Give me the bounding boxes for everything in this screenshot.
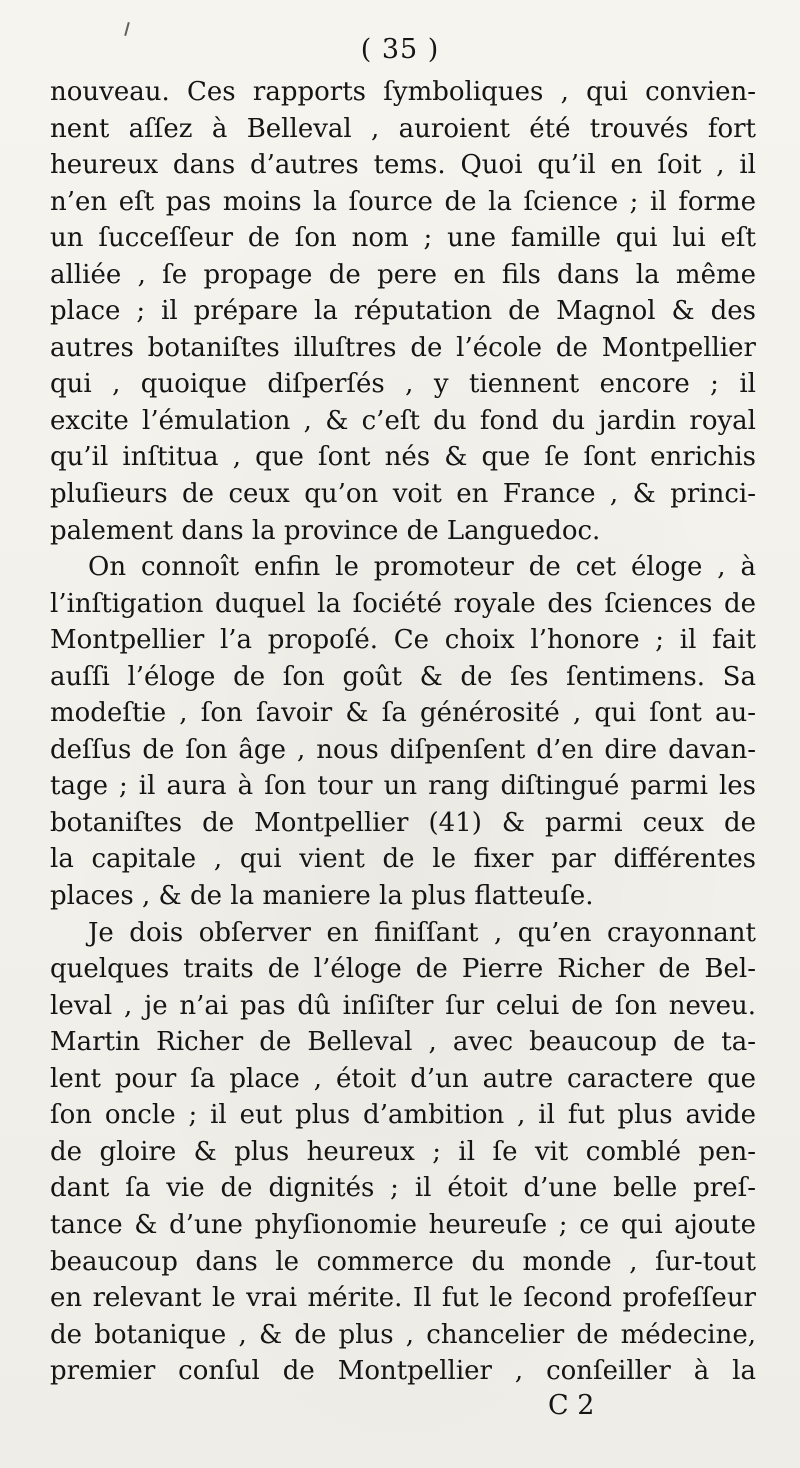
paragraph-first-line: On connoît enfin le promoteur de cet éloge , à xyxy=(88,552,756,583)
text-line: lent pour ſa place , étoit d’un autre caractere que xyxy=(50,1063,756,1094)
body-text xyxy=(50,74,756,1390)
text-line: pluſieurs de ceux qu’on voit en France , & princi- xyxy=(50,479,756,510)
text-line: botaniſtes de Montpellier (41) & parmi ceux de xyxy=(50,807,756,838)
text-line: autres botaniſtes illuſtres de l’école de Montpellier xyxy=(50,332,756,363)
text-line: Martin Richer de Belleval , avec beaucoup de ta- xyxy=(50,1027,756,1058)
text-line: alliée , ſe propage de pere en fils dans la même xyxy=(50,259,756,290)
text-line: excite l’émulation , & c’eſt du fond du jardin royal xyxy=(50,405,756,436)
text-line: tance & d’une phyſionomie heureuſe ; ce qui ajoute xyxy=(50,1209,756,1240)
text-line: palement dans la province de Languedoc. xyxy=(50,515,601,546)
paragraph-first-line: Je dois obſerver en finiſſant , qu’en crayonnant xyxy=(88,917,756,948)
text-line: nouveau. Ces rapports ſymboliques , qui convien- xyxy=(50,77,756,107)
text-line: n’en eſt pas moins la ſource de la ſcience ; il forme xyxy=(50,186,756,217)
text-line: quelques traits de l’éloge de Pierre Richer de Bel- xyxy=(50,954,756,985)
text-line: ſon oncle ; il eut plus d’ambition , il fut plus avide xyxy=(50,1100,756,1131)
text-line: Montpellier l’a propoſé. Ce choix l’honore ; il fait xyxy=(50,625,756,656)
text-line: deſſus de ſon âge , nous diſpenſent d’en dire davan- xyxy=(50,734,756,765)
text-line: l’inſtigation duquel la ſociété royale des ſciences de xyxy=(50,588,756,619)
text-line: un ſucceſſeur de ſon nom ; une famille qui lui eſt xyxy=(50,223,756,254)
text-line: dant ſa vie de dignités ; il étoit d’une belle preſ- xyxy=(50,1173,756,1204)
text-line: beaucoup dans le commerce du monde , ſur-tout xyxy=(50,1246,756,1277)
text-line: qui , quoique diſperſés , y tiennent encore ; il xyxy=(50,369,756,400)
text-line: auſſi l’éloge de ſon goût & de ſes ſentimens. Sa xyxy=(50,661,756,692)
text-line: qu’il inſtitua , que ſont nés & que ſe ſont enrichis xyxy=(50,442,756,473)
text-line: places , & de la maniere la plus flatteuſe. xyxy=(50,881,594,912)
text-line: de botanique , & de plus , chancelier de médecine, xyxy=(50,1319,756,1350)
text-line: la capitale , qui vient de le fixer par différentes xyxy=(50,844,756,875)
text-line: tage ; il aura à ſon tour un rang diſtingué parmi les xyxy=(50,771,756,802)
text-line: heureux dans d’autres tems. Quoi qu’il en ſoit , il xyxy=(50,150,756,181)
text-line: en relevant le vrai mérite. Il fut le ſecond profeſſeur xyxy=(50,1283,756,1314)
text-line: leval , je n’ai pas dû inſiſter ſur celui de ſon neveu. xyxy=(50,990,756,1021)
page-number: ( 35 ) xyxy=(360,34,440,65)
text-line: modeſtie , ſon ſavoir & ſa générosité , qui ſont au- xyxy=(50,698,756,729)
text-line: nent aſſez à Belleval , auroient été trouvés fort xyxy=(50,113,756,144)
text-line: premier conſul de Montpellier , conſeiller à la xyxy=(50,1356,756,1387)
signature-mark: C 2 xyxy=(548,1390,595,1421)
text-line: place ; il prépare la réputation de Magnol & des xyxy=(50,296,756,327)
text-line: de gloire & plus heureux ; il ſe vit comblé pen- xyxy=(50,1136,756,1167)
